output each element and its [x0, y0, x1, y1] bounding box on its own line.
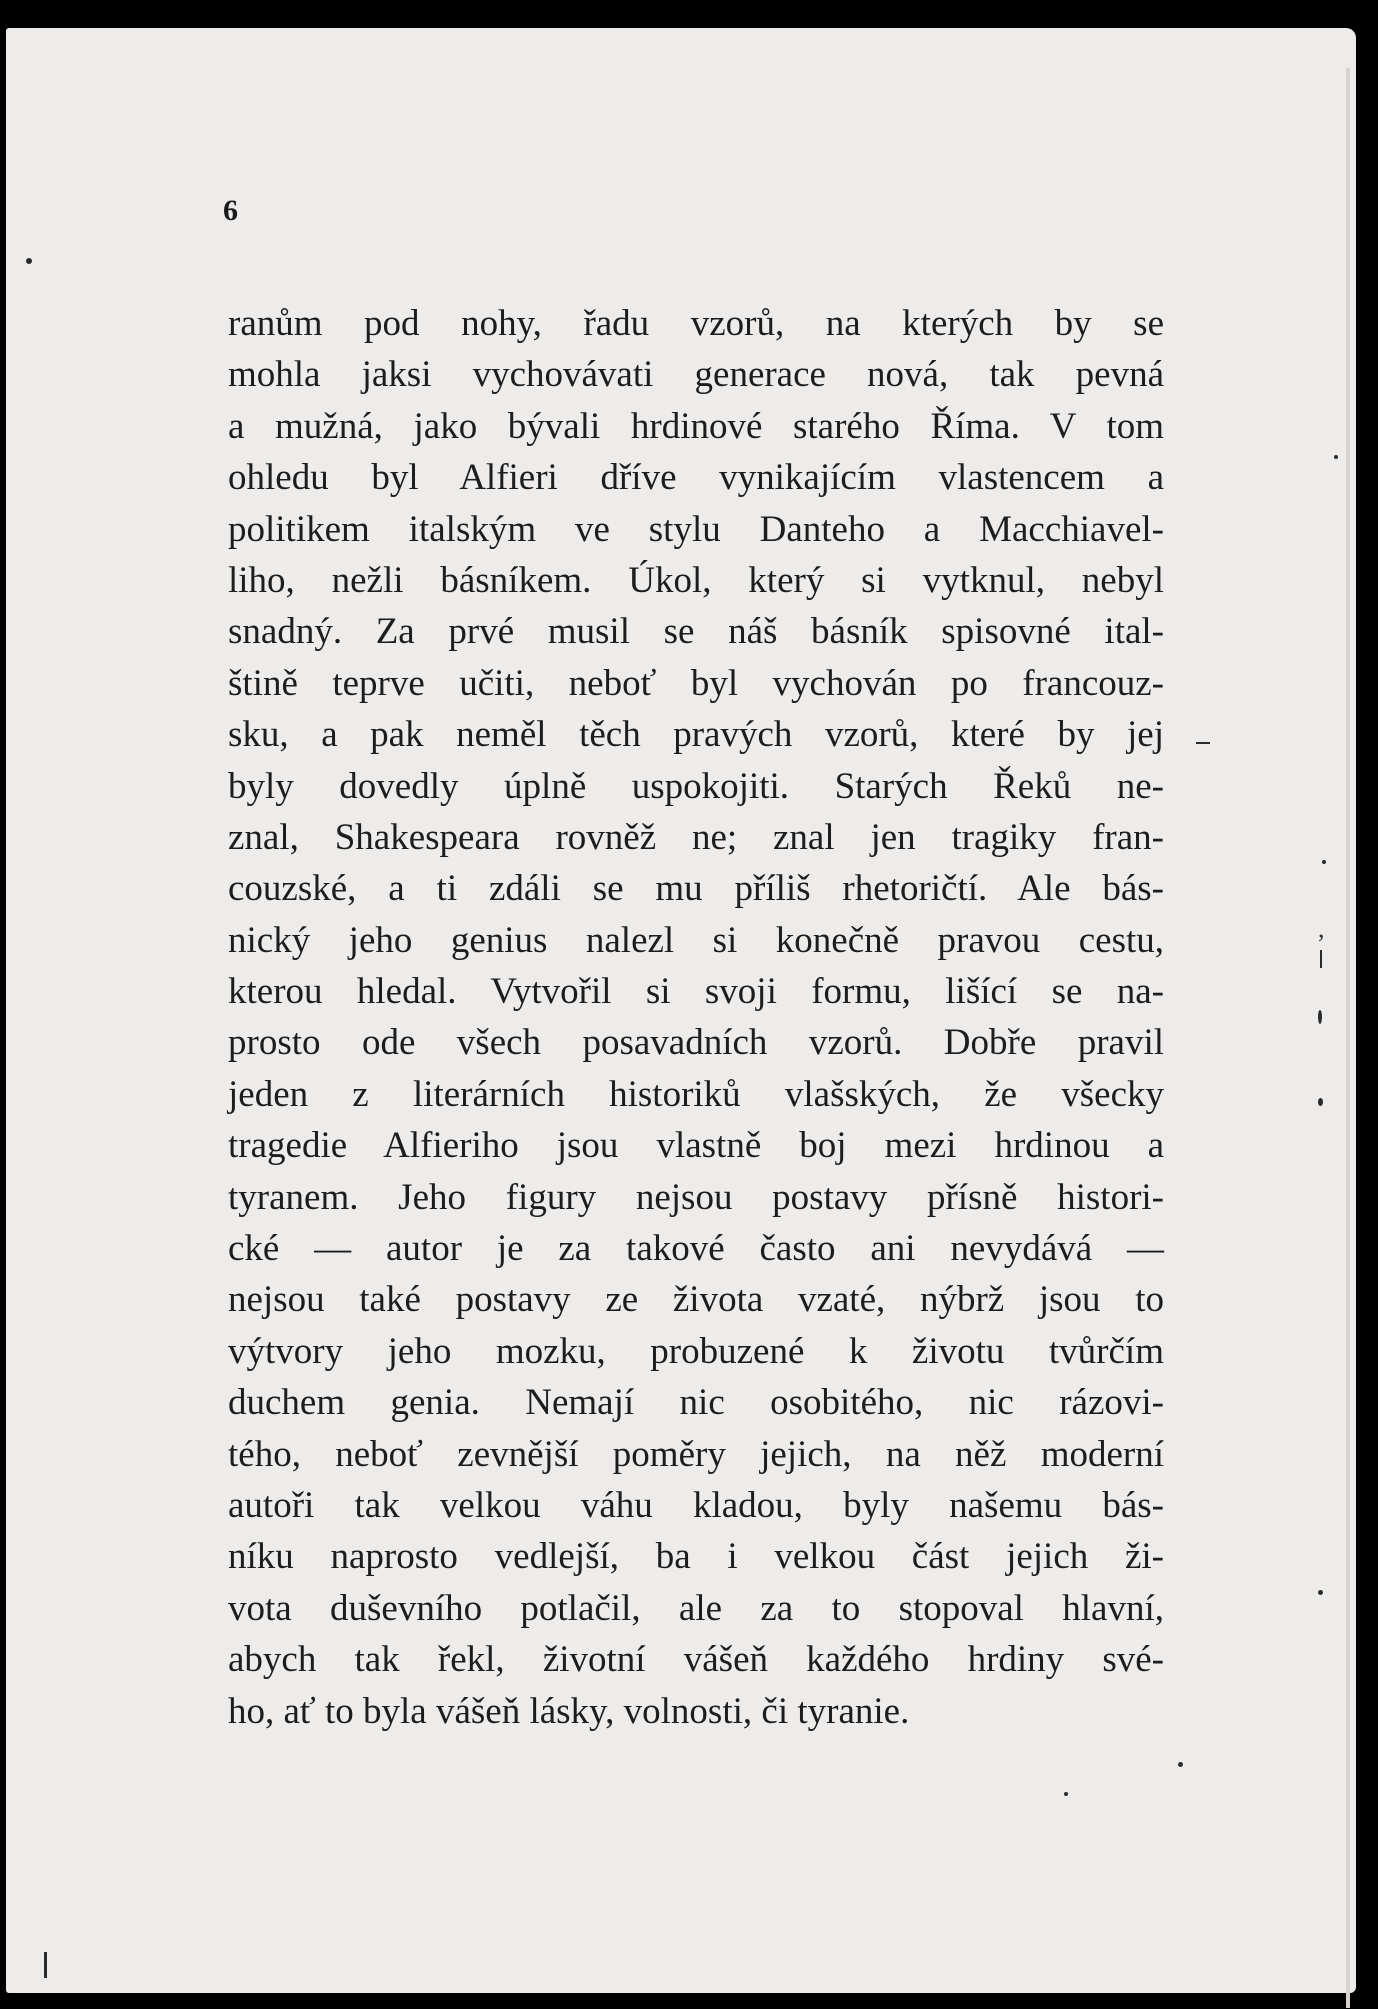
scan-speck: [1334, 455, 1338, 459]
text-line: ohledu byl Alfieri dříve vynikajícím vlastencem a: [228, 457, 1164, 499]
scan-speck: [1322, 860, 1326, 864]
text-line: a mužná, jako bývali hrdinové starého Říma. V tom: [228, 405, 1164, 447]
page-edge-shadow: [1346, 68, 1350, 2008]
scan-speck: [1318, 1590, 1323, 1595]
text-line: tragedie Alfieriho jsou vlastně boj mezi hrdinou a: [228, 1125, 1164, 1167]
scan-speck: [1196, 742, 1210, 744]
scan-speck: [44, 1952, 47, 1978]
text-line: duchem genia. Nemají nic osobitého, nic rázovi-: [228, 1382, 1164, 1424]
text-line: mohla jaksi vychovávati generace nová, tak pevná: [228, 354, 1164, 396]
scan-speck: [1318, 1098, 1323, 1106]
text-line: nický jeho genius nalezl si konečně pravou cestu,: [228, 919, 1164, 961]
scan-speck: [26, 258, 32, 264]
scan-speck: [1064, 1792, 1068, 1796]
text-line: tého, neboť zevnější poměry jejich, na něž moderní: [228, 1433, 1164, 1475]
text-line: znal, Shakespeara rovněž ne; znal jen tragiky fran-: [228, 816, 1164, 858]
scan-mark: ,: [1318, 914, 1325, 943]
text-line: ho, ať to byla vášeň lásky, volnosti, či tyranie.: [228, 1690, 910, 1732]
text-line: kterou hledal. Vytvořil si svoji formu, lišící se na-: [228, 971, 1164, 1013]
text-line: jeden z literárních historiků vlašských, že všecky: [228, 1073, 1164, 1115]
text-line: prosto ode všech posavadních vzorů. Dobře pravil: [228, 1022, 1164, 1064]
text-line: vota duševního potlačil, ale za to stopoval hlavní,: [228, 1587, 1164, 1629]
text-line: ranům pod nohy, řadu vzorů, na kterých by se: [228, 303, 1164, 344]
page-number: 6: [223, 194, 238, 227]
text-line: štině teprve učiti, neboť byl vychován po francouz-: [228, 662, 1164, 704]
text-line: liho, nežli básníkem. Úkol, který si vytknul, nebyl: [228, 559, 1164, 601]
scan-speck: [1178, 1762, 1183, 1767]
text-line: výtvory jeho mozku, probuzené k životu tvůrčím: [228, 1330, 1164, 1372]
text-line: tyranem. Jeho figury nejsou postavy přísně histori-: [228, 1176, 1164, 1218]
text-line: nejsou také postavy ze života vzaté, nýbrž jsou to: [228, 1279, 1164, 1321]
text-line: cké — autor je za takové často ani nevydává —: [228, 1228, 1164, 1270]
text-line: abych tak řekl, životní vášeň každého hrdiny své-: [228, 1639, 1164, 1681]
scan-speck: [1318, 1010, 1322, 1024]
text-line: níku naprosto vedlejší, ba i velkou část jejich ži-: [228, 1536, 1164, 1578]
text-line: sku, a pak neměl těch pravých vzorů, které by jej: [228, 714, 1164, 756]
text-line: couzské, a ti zdáli se mu příliš rhetoričtí. Ale bás-: [228, 868, 1164, 910]
text-line: snadný. Za prvé musil se náš básník spisovné ital-: [228, 611, 1164, 653]
body-text: [228, 298, 1164, 1737]
text-line: autoři tak velkou váhu kladou, byly našemu bás-: [228, 1484, 1164, 1526]
scan-speck: [1320, 950, 1322, 968]
text-line: byly dovedly úplně uspokojiti. Starých Řeků ne-: [228, 765, 1164, 807]
text-line: politikem italským ve stylu Danteho a Macchiavel-: [228, 508, 1164, 550]
